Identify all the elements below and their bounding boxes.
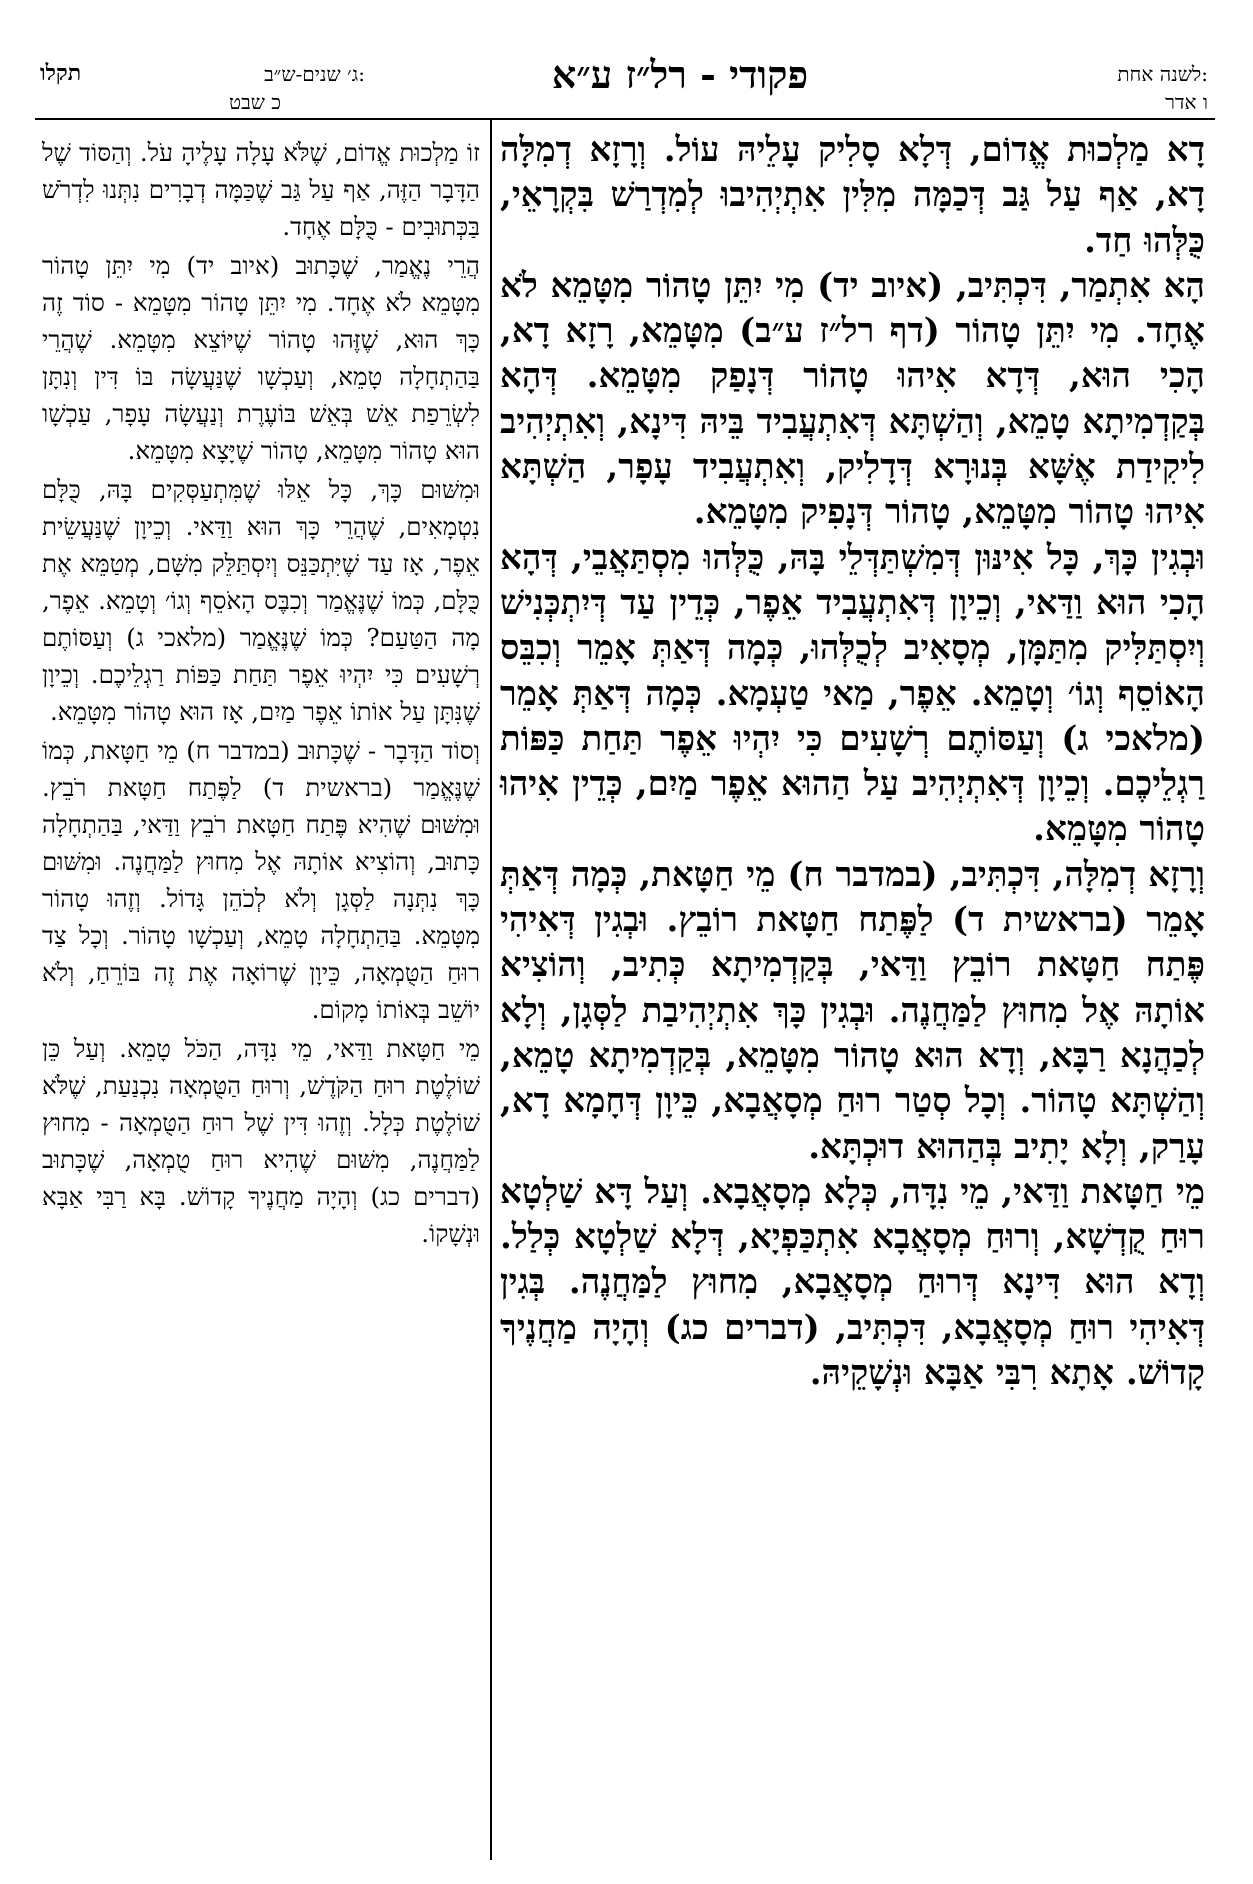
side-paragraph: זוֹ מַלְכוּת אֱדוֹם, שֶׁלֹּא עָלָה עָלֶיהָ עֹל. וְהַסּוֹד שֶׁל הַדָּבָר הַזֶּה, אַף עַל גַּב שֶׁכַּמָּה דְבָרִים נִתְּנוּ לִדְרֹשׁ בַּכְּתוּבִים - כֻּלָּם אֶחָד. [42, 138, 480, 241]
page-number: תקלו [40, 60, 82, 86]
header-rule [35, 118, 1215, 120]
column-divider [490, 120, 492, 1860]
main-paragraph: דָא מַלְכוּת אֱדוֹם, דְּלָא סָלִיק עָלֵיהּ עוֹל. וְרָזָא דְמִלָּה דָא, אַף עַל גַּב דְּכַמָּה מִלִּין אִתְיְהִיבוּ לְמִדְרַשׁ בִּקְרָאֵי, כֻּלְּהוּ חַד. [500, 130, 1205, 261]
side-paragraph: מֵי חַטָּאת וַדַּאי, מֵי נִדָּה, הַכֹּל טָמֵא. וְעַל כֵּן שׁוֹלֶטֶת רוּחַ הַקֹּדֶשׁ, וְרוּחַ הַטֻּמְאָה נִכְנַעַת, שֶׁלֹּא שׁוֹלֶטֶת כְּלָל. וְזֶהוּ דִּין שֶׁל רוּחַ הַטֻּמְאָה - מִחוּץ לַמַּחֲנֶה, מִשּׁוּם שֶׁהִיא רוּחַ טֻמְאָה, שֶׁכָּתוּב (דברים כג) וְהָיָה מַחֲנֶיךָ קָדוֹשׁ. בָּא רַבִּי אַבָּא וּנְשָׁקוֹ. [42, 1034, 480, 1248]
side-paragraph: וְסוֹד הַדָּבָר - שֶׁכָּתוּב (במדבר ח) מֵי חַטָּאת, כְּמוֹ שֶׁנֶּאֱמַר (בראשית ד) לַפֶּתַח חַטָּאת רֹבֵץ. וּמִשּׁוּם שֶׁהִיא פֶּתַח חַטָּאת רֹבֵץ וַדַּאי, בַּהַתְחָלָה כָּתוּב, וְהוֹצִיא אוֹתָהּ אֶל מִחוּץ לַמַּחֲנֶה. וּמִשּׁוּם כָּךְ נִתְּנָה לַסְּגָן וְלֹא לְכֹהֵן גָּדוֹל. וְזֶהוּ טָהוֹר מִטָּמֵא. בַּהַתְחָלָה טָמֵא, וְעַכְשָׁו טָהוֹר. וְכָל צַד רוּחַ הַטֻּמְאָה, כֵּיוָן שֶׁרוֹאָה אֶת זֶה בּוֹרֵחַ, וְלֹא יוֹשֵׁב בְּאוֹתוֹ מָקוֹם. [42, 736, 480, 1024]
date-line-1: ג׳ שנים-ש״ב: [264, 62, 365, 86]
main-paragraph: הָא אִתְמַר, דִּכְתִּיב, (איוב יד) מִי יִתֵּן טָהוֹר מִטָּמֵא לֹא אֶחָד. מִי יִתֵּן טָהוֹר (דף רל״ז ע״ב) מִטָּמֵא, רָזָא דָא, הָכִי הוּא, דְּדָא אִיהוּ טָהוֹר דְּנָפַק מִטָּמֵא. דְּהָא בְּקַדְמִיתָא טָמֵא, וְהַשְׁתָּא דְּאִתְעֲבִיד בֵּיהּ דִּינָא, וְאִתְיְהִיב לִיקִידַת אֶשָּׁא בְּנוּרָא דְּדָלִיק, וְאִתְעֲבִיד עָפָר, הַשְׁתָּא אִיהוּ טָהוֹר מִטָּמֵא, טָהוֹר דְּנָפִיק מִטָּמֵא. [500, 265, 1205, 533]
main-text-column [500, 128, 1205, 1396]
page-title: פקודי - רל״ז ע״א [551, 52, 809, 97]
translation-column [42, 134, 480, 1252]
cycle-line-1: לשנה אחת: [1117, 62, 1208, 86]
date-line-2: כ שבט [228, 90, 281, 114]
main-paragraph: מֵי חַטָּאת וַדַּאי, מֵי נִדָּה, כְּלָא מְסָאֲבָא. וְעַל דָּא שַׁלְטָא רוּחַ קֻדְשָׁא, וְרוּחַ מְסָאֲבָא אִתְכַּפְיָא, דְּלָא שַׁלְטָא כְּלַל. וְדָא הוּא דִּינָא דְּרוּחַ מְסָאֲבָא, מִחוּץ לַמַּחֲנֶה. בְּגִין דְּאִיהִי רוּחַ מְסָאֲבָא, דִּכְתִּיב, (דברים כג) וְהָיָה מַחֲנֶיךָ קָדוֹשׁ. אָתָא רִבִּי אַבָּא וּנְשָׁקֵיהּ. [500, 1171, 1205, 1394]
main-paragraph: וְרָזָא דְמִלָּה, דִּכְתִּיב, (במדבר ח) מֵי חַטָּאת, כְּמָה דְּאַתְּ אָמֵר (בראשית ד) לַפֶּתַח חַטָּאת רוֹבֵץ. וּבְגִין דְּאִיהִי פֶּתַח חַטָּאת רוֹבֵץ וַדַּאי, בְּקַדְמִיתָא כְּתִיב, וְהוֹצִיא אוֹתָהּ אֶל מִחוּץ לַמַּחֲנֶה. וּבְגִין כָּךְ אִתְיְהִיבַת לַסְּגָן, וְלָא לְכַהֲנָא רַבָּא, וְדָא הוּא טָהוֹר מִטָּמֵא, בְּקַדְמִיתָא טָמֵא, וְהַשְׁתָּא טָהוֹר. וְכָל סְטַר רוּחַ מְסָאֲבָא, כֵּיוָן דְּחָמָא דָא, עָרַק, וְלָא יָתִיב בְּהַהוּא דוּכְתָּא. [500, 854, 1205, 1167]
side-paragraph: וּמִשּׁוּם כָּךְ, כָּל אֵלּוּ שֶׁמִּתְעַסְּקִים בָּהּ, כֻּלָּם נִטְמָאִים, שֶׁהֲרֵי כָּךְ הוּא וַדַּאי. וְכֵיוָן שֶׁנַּעֲשֵׂית אֵפֶר, אָז עַד שֶׁיִּתְכַּנֵּס וְיִסְתַּלֵּק מִשָּׁם, מְטַמֵּא אֶת כֻּלָּם, כְּמוֹ שֶׁנֶּאֱמַר וְכִבֶּס הָאֹסֵף וְגוֹ׳ וְטָמֵא. אֵפֶר, מָה הַטַּעַם? כְּמוֹ שֶׁנֶּאֱמַר (מלאכי ג) וְעַסּוֹתֶם רְשָׁעִים כִּי יִהְיוּ אֵפֶר תַּחַת כַּפּוֹת רַגְלֵיכֶם. וְכֵיוָן שֶׁנִּתָּן עַל אוֹתוֹ אֵפֶר מַיִם, אָז הוּא טָהוֹר מִטָּמֵא. [42, 475, 480, 726]
page-header [0, 0, 1253, 114]
main-paragraph: וּבְגִין כָּךְ, כָּל אִינּוּן דְּמִשְׁתַּדְּלֵי בָּהּ, כֻּלְּהוּ מִסְתַּאֲבֵי, דְּהָא הָכִי הוּא וַדַּאי, וְכֵיוָן דְּאִתְעֲבִיד אֵפֶר, כְּדֵין עַד דְּיִתְכְּנִישׁ וְיִסְתַּלִּיק מִתַּמָּן, מְסָאִיב לְכֻלְּהוּ, כְּמָה דְּאַתְּ אָמֵר וְכִבֵּס הָאוֹסֵף וְגוֹ׳ וְטָמֵא. אֵפֶר, מַאי טַעְמָא. כְּמָה דְּאַתְּ אָמֵר (מלאכי ג) וְעַסּוֹתֶם רְשָׁעִים כִּי יִהְיוּ אֵפֶר תַּחַת כַּפּוֹת רַגְלֵיכֶם. וְכֵיוָן דְּאִתְיְהִיב עַל הַהוּא אֵפֶר מַיִם, כְּדֵין אִיהוּ טָהוֹר מִטָּמֵא. [500, 537, 1205, 850]
date-info [145, 60, 365, 116]
cycle-line-2: ו אדר [1165, 90, 1208, 114]
side-paragraph: הֲרֵי נֶאֱמַר, שֶׁכָּתוּב (איוב יד) מִי יִתֵּן טָהוֹר מִטָּמֵא לֹא אֶחָד. מִי יִתֵּן טָהוֹר מִטָּמֵא - סוֹד זֶה כָּךְ הוּא, שֶׁזֶּהוּ טָהוֹר שֶׁיּוֹצֵא מִטָּמֵא. שֶׁהֲרֵי בַּהַתְחָלָה טָמֵא, וְעַכְשָׁו שֶׁנַּעֲשָׂה בּוֹ דִּין וְנִתָּן לִשְׂרֵפַת אֵשׁ בְּאֵשׁ בּוֹעֶרֶת וְנַעֲשָׂה עָפָר, עַכְשָׁו הוּא טָהוֹר מִטָּמֵא, טָהוֹר שֶׁיָּצָא מִטָּמֵא. [42, 251, 480, 465]
cycle-info [988, 60, 1208, 116]
